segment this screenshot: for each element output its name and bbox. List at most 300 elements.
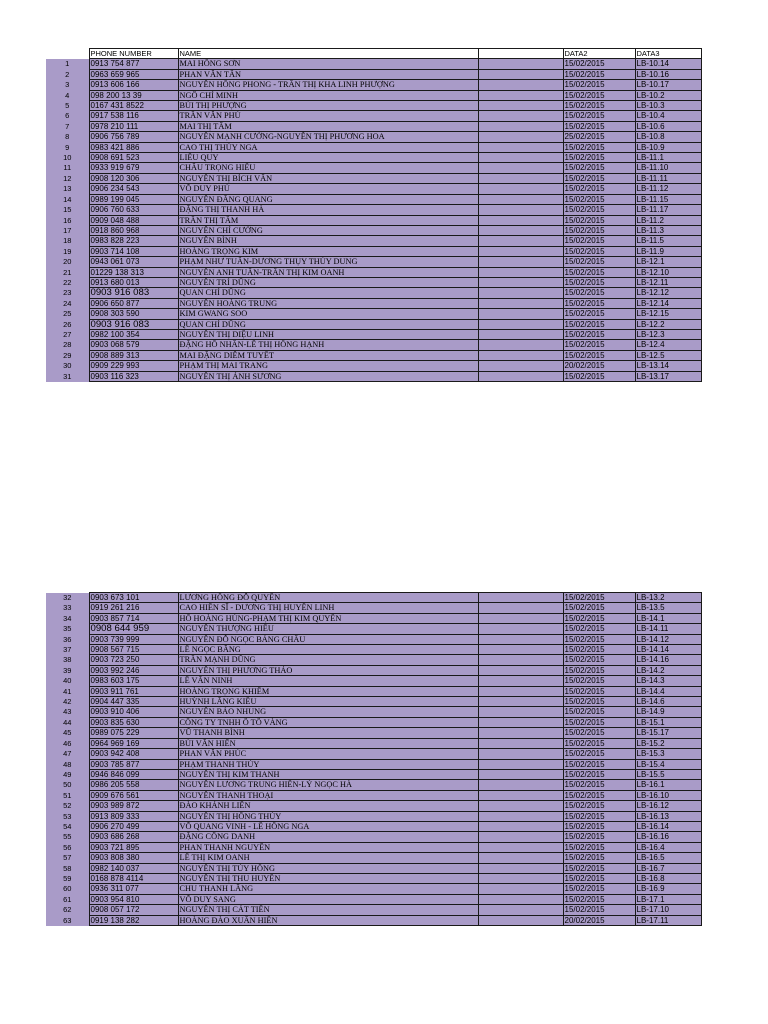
data3-cell: LB-10.2 [635,90,701,100]
table-row [46,101,701,111]
row-number: 4 [46,90,89,100]
row-number: 9 [46,142,89,152]
row-number: 15 [46,205,89,215]
table-row [46,288,701,298]
row-number: 14 [46,194,89,204]
phone-number-cell: 0913 809 333 [89,811,178,821]
blank-cell [478,905,563,915]
name-cell: PHAN VĂN PHÚC [178,749,478,759]
table-row [46,121,701,131]
header-name: NAME [178,49,478,59]
data3-cell: LB-14.6 [635,697,701,707]
phone-number-cell: 0906 234 543 [89,184,178,194]
table-row [46,884,701,894]
blank-cell [478,163,563,173]
table-row [46,645,701,655]
row-number: 1 [46,59,89,69]
phone-number-cell: 0908 567 715 [89,645,178,655]
phone-number-cell: 0903 116 323 [89,371,178,381]
data3-cell: LB-16.14 [635,821,701,831]
name-cell: LÊ NGỌC BẰNG [178,645,478,655]
name-cell: BÙI THỊ PHƯỢNG [178,101,478,111]
row-number: 2 [46,69,89,79]
data3-cell: LB-12.3 [635,329,701,339]
data2-cell: 15/02/2015 [563,90,635,100]
row-number: 48 [46,759,89,769]
phone-number-cell: 0983 421 886 [89,142,178,152]
blank-cell [478,329,563,339]
data3-cell: LB-15.5 [635,769,701,779]
data3-cell: LB-15.3 [635,749,701,759]
data3-cell: LB-16.12 [635,801,701,811]
data3-cell: LB-16.10 [635,790,701,800]
data3-cell: LB-15.2 [635,738,701,748]
phone-number-cell: 0909 676 561 [89,790,178,800]
table-row [46,350,701,360]
table-row [46,59,701,69]
table-row [46,215,701,225]
blank-cell [478,717,563,727]
data3-cell: LB-12.2 [635,319,701,329]
table-row [46,225,701,235]
row-number: 20 [46,257,89,267]
blank-cell [478,132,563,142]
row-number: 40 [46,676,89,686]
header-phone-number: PHONE NUMBER [89,49,178,59]
blank-cell [478,697,563,707]
data2-cell: 15/02/2015 [563,111,635,121]
name-cell: VÕ DUY PHÚ [178,184,478,194]
blank-cell [478,236,563,246]
row-number: 51 [46,790,89,800]
blank-cell [478,80,563,90]
name-cell: VŨ THANH BÌNH [178,728,478,738]
table-row [46,915,701,925]
data2-cell: 20/02/2015 [563,361,635,371]
table-row [46,790,701,800]
name-cell: CAO HIỀN SĨ - DƯƠNG THỊ HUYỀN LINH [178,603,478,613]
data3-cell: LB-14.4 [635,686,701,696]
table-row [46,329,701,339]
name-cell: VÕ DUY SANG [178,894,478,904]
data3-cell: LB-11.9 [635,246,701,256]
row-number: 37 [46,645,89,655]
table-row [46,759,701,769]
data2-cell: 15/02/2015 [563,215,635,225]
table-row [46,905,701,915]
name-cell: NGUYỄN THƯỢNG HIẾU [178,624,478,634]
row-number: 62 [46,905,89,915]
data2-cell: 15/02/2015 [563,697,635,707]
data2-cell: 15/02/2015 [563,686,635,696]
phone-number-cell: 0989 199 045 [89,194,178,204]
row-number: 63 [46,915,89,925]
data2-cell: 15/02/2015 [563,811,635,821]
data2-cell: 25/02/2015 [563,132,635,142]
row-number: 54 [46,821,89,831]
phone-number-cell: 0903 686 268 [89,832,178,842]
table-row [46,246,701,256]
phone-number-cell: 0903 068 579 [89,340,178,350]
row-number: 57 [46,853,89,863]
row-number: 16 [46,215,89,225]
phone-number-cell: 0913 606 166 [89,80,178,90]
data2-cell: 15/02/2015 [563,59,635,69]
name-cell: LƯƠNG HỒNG ĐỖ QUYÊN [178,593,478,603]
data3-cell: LB-14.2 [635,665,701,675]
blank-cell [478,69,563,79]
data2-cell: 15/02/2015 [563,842,635,852]
name-cell: TRẦN THỊ TÂM [178,215,478,225]
phone-number-cell: 0903 808 380 [89,853,178,863]
name-cell: ĐẶNG THỊ THANH HÀ [178,205,478,215]
phone-number-cell: 0909 048 488 [89,215,178,225]
name-cell: NGUYỄN THANH THOẠI [178,790,478,800]
row-number: 36 [46,634,89,644]
table-row [46,769,701,779]
row-number: 58 [46,863,89,873]
data3-cell: LB-15.4 [635,759,701,769]
phone-number-cell: 0903 721 895 [89,842,178,852]
data3-cell: LB-14.1 [635,613,701,623]
name-cell: NGUYỄN ĐĂNG QUANG [178,194,478,204]
row-number: 5 [46,101,89,111]
blank-cell [478,686,563,696]
data3-cell: LB-12.14 [635,298,701,308]
row-number: 52 [46,801,89,811]
name-cell: VÕ QUANG VINH - LÊ HỒNG NGA [178,821,478,831]
phone-number-cell: 0168 878 4114 [89,873,178,883]
row-number: 8 [46,132,89,142]
phone-number-cell: 0917 538 116 [89,111,178,121]
data3-cell: LB-17.11 [635,915,701,925]
phone-number-cell: 0906 650 877 [89,298,178,308]
name-cell: TRẦN MẠNH DŨNG [178,655,478,665]
name-cell: NGUYỄN THỊ THU HUYỀN [178,873,478,883]
name-cell: NGUYỄN ANH TUẤN-TRẦN THỊ KIM OANH [178,267,478,277]
blank-cell [478,593,563,603]
phone-number-cell: 0908 644 959 [89,624,178,634]
data2-cell: 15/02/2015 [563,884,635,894]
phone-number-cell: 0919 261 216 [89,603,178,613]
table-row [46,267,701,277]
phone-number-cell: 0903 723 250 [89,655,178,665]
blank-cell [478,267,563,277]
data2-cell: 15/02/2015 [563,894,635,904]
phone-number-cell: 0964 969 169 [89,738,178,748]
table-row [46,634,701,644]
row-number: 25 [46,309,89,319]
blank-cell [478,832,563,842]
blank-cell [478,915,563,925]
data3-cell: LB-12.10 [635,267,701,277]
phone-number-cell: 0903 785 877 [89,759,178,769]
name-cell: HOÀNG TRỌNG KHIÊM [178,686,478,696]
blank-cell [478,173,563,183]
data2-cell: 15/02/2015 [563,593,635,603]
phone-number-cell: 0903 942 408 [89,749,178,759]
phone-number-cell: 0906 760 633 [89,205,178,215]
table-row [46,676,701,686]
phone-number-cell: 01229 138 313 [89,267,178,277]
data2-cell: 15/02/2015 [563,759,635,769]
name-cell: LÊ VĂN NINH [178,676,478,686]
blank-cell [478,277,563,287]
table-row [46,697,701,707]
blank-cell [478,759,563,769]
data2-cell: 15/02/2015 [563,603,635,613]
blank-cell [478,184,563,194]
name-cell: NGUYỄN THỊ TÚY HỒNG [178,863,478,873]
name-cell: CHU THANH LÃNG [178,884,478,894]
data2-cell: 15/02/2015 [563,236,635,246]
data3-cell: LB-12.15 [635,309,701,319]
data2-cell: 15/02/2015 [563,624,635,634]
data2-cell: 15/02/2015 [563,655,635,665]
data2-cell: 15/02/2015 [563,873,635,883]
phone-number-cell: 0903 916 083 [89,319,178,329]
data2-cell: 15/02/2015 [563,717,635,727]
name-cell: PHẠM NHƯ TUẤN-DƯƠNG THỤY THÙY DUNG [178,257,478,267]
row-number: 34 [46,613,89,623]
data2-cell: 15/02/2015 [563,153,635,163]
table-row [46,863,701,873]
data2-cell: 15/02/2015 [563,194,635,204]
phone-number-cell: 0946 846 099 [89,769,178,779]
data3-cell: LB-11.5 [635,236,701,246]
blank-cell [478,821,563,831]
name-cell: ĐẶNG CÔNG DANH [178,832,478,842]
data2-cell: 15/02/2015 [563,749,635,759]
table-row [46,593,701,603]
name-cell: HOÀNG ĐÀO XUÂN HIỀN [178,915,478,925]
data2-cell: 15/02/2015 [563,277,635,287]
data3-cell: LB-17.1 [635,894,701,904]
table-row [46,298,701,308]
table-row [46,749,701,759]
table-row [46,69,701,79]
data3-cell: LB-13.14 [635,361,701,371]
name-cell: QUAN CHÍ DŨNG [178,319,478,329]
row-number: 19 [46,246,89,256]
blank-cell [478,884,563,894]
blank-cell [478,205,563,215]
phone-number-cell: 0906 756 789 [89,132,178,142]
row-index-header [46,49,89,59]
row-number: 24 [46,298,89,308]
table-row [46,873,701,883]
blank-cell [478,153,563,163]
data2-cell: 15/02/2015 [563,769,635,779]
data3-cell: LB-15.1 [635,717,701,727]
data3-cell: LB-14.3 [635,676,701,686]
data3-cell: LB-11.17 [635,205,701,215]
blank-cell [478,361,563,371]
blank-cell [478,842,563,852]
data2-cell: 20/02/2015 [563,915,635,925]
blank-cell [478,749,563,759]
blank-cell [478,121,563,131]
name-cell: NGUYỄN THỊ KIM THANH [178,769,478,779]
table-row [46,205,701,215]
name-cell: ĐẶNG HỒ NHÂN-LÊ THỊ HỒNG HẠNH [178,340,478,350]
phone-number-cell: 0903 916 083 [89,288,178,298]
data3-cell: LB-14.12 [635,634,701,644]
data3-cell: LB-16.13 [635,811,701,821]
data2-cell: 15/02/2015 [563,267,635,277]
data2-cell: 15/02/2015 [563,340,635,350]
blank-cell [478,319,563,329]
phone-number-cell: 0903 989 872 [89,801,178,811]
blank-cell [478,298,563,308]
phone-number-cell: 0903 739 999 [89,634,178,644]
table-row [46,319,701,329]
data3-cell: LB-10.8 [635,132,701,142]
phone-number-cell: 0913 680 013 [89,277,178,287]
row-number: 27 [46,329,89,339]
row-number: 7 [46,121,89,131]
blank-cell [478,215,563,225]
name-cell: PHAN THANH NGUYÊN [178,842,478,852]
phone-number-cell: 0906 270 499 [89,821,178,831]
table-row [46,894,701,904]
name-cell: NGUYỄN HOÀNG TRUNG [178,298,478,308]
name-cell: NGUYỄN THỊ BÍCH VÂN [178,173,478,183]
data3-cell: LB-14.14 [635,645,701,655]
data2-cell: 15/02/2015 [563,634,635,644]
phone-number-cell: 098 200 13 39 [89,90,178,100]
blank-cell [478,90,563,100]
phone-number-cell: 0983 828 223 [89,236,178,246]
data2-cell: 15/02/2015 [563,225,635,235]
phone-number-cell: 0904 447 335 [89,697,178,707]
data3-cell: LB-16.16 [635,832,701,842]
blank-cell [478,350,563,360]
phone-number-cell: 0943 061 073 [89,257,178,267]
table-row [46,80,701,90]
row-number: 59 [46,873,89,883]
phone-number-cell: 0919 138 282 [89,915,178,925]
blank-cell [478,603,563,613]
data2-cell: 15/02/2015 [563,309,635,319]
data2-cell: 15/02/2015 [563,80,635,90]
row-number: 6 [46,111,89,121]
table-row [46,132,701,142]
name-cell: NGUYỄN THỊ ÁNH SƯƠNG [178,371,478,381]
phone-number-cell: 0908 889 313 [89,350,178,360]
row-number: 18 [46,236,89,246]
table-row [46,257,701,267]
blank-cell [478,645,563,655]
phone-number-cell: 0909 229 993 [89,361,178,371]
phone-number-cell: 0167 431 8522 [89,101,178,111]
table-row [46,371,701,381]
row-number: 33 [46,603,89,613]
blank-cell [478,257,563,267]
name-cell: HUỲNH LĂNG KIỀU [178,697,478,707]
data2-cell: 15/02/2015 [563,728,635,738]
data2-cell: 15/02/2015 [563,173,635,183]
table-row [46,842,701,852]
data3-cell: LB-11.12 [635,184,701,194]
blank-cell [478,728,563,738]
name-cell: HỒ HOÀNG HÙNG-PHẠM THỊ KIM QUYÊN [178,613,478,623]
phone-number-cell: 0908 120 306 [89,173,178,183]
data2-cell: 15/02/2015 [563,371,635,381]
name-cell: CAO THỊ THÚY NGA [178,142,478,152]
phone-number-cell: 0933 919 679 [89,163,178,173]
data3-cell: LB-16.9 [635,884,701,894]
data2-cell: 15/02/2015 [563,298,635,308]
table-row [46,111,701,121]
row-number: 11 [46,163,89,173]
table-row [46,655,701,665]
name-cell: NGUYỄN THỊ HỒNG THÚY [178,811,478,821]
data2-cell: 15/02/2015 [563,645,635,655]
phone-number-cell: 0903 857 714 [89,613,178,623]
blank-cell [478,790,563,800]
name-cell: NGUYỄN BẢO NHUNG [178,707,478,717]
table-row [46,173,701,183]
data2-cell: 15/02/2015 [563,780,635,790]
row-number: 35 [46,624,89,634]
data2-cell: 15/02/2015 [563,790,635,800]
data3-cell: LB-10.16 [635,69,701,79]
phone-number-cell: 0913 754 877 [89,59,178,69]
table-row [46,780,701,790]
table-row [46,277,701,287]
name-cell: MAI HỒNG SƠN [178,59,478,69]
data3-cell: LB-12.12 [635,288,701,298]
name-cell: ĐÀO KHÁNH LIÊN [178,801,478,811]
data3-cell: LB-14.9 [635,707,701,717]
table-row [46,811,701,821]
row-number: 49 [46,769,89,779]
table-row [46,163,701,173]
data3-cell: LB-10.14 [635,59,701,69]
phone-number-cell: 0903 835 630 [89,717,178,727]
phone-number-cell: 0982 100 354 [89,329,178,339]
data3-cell: LB-14.11 [635,624,701,634]
data2-cell: 15/02/2015 [563,613,635,623]
row-number: 56 [46,842,89,852]
table-row [46,153,701,163]
data3-cell: LB-12.5 [635,350,701,360]
row-number: 38 [46,655,89,665]
row-number: 31 [46,371,89,381]
data3-cell: LB-10.3 [635,101,701,111]
data2-cell: 15/02/2015 [563,121,635,131]
table-row [46,717,701,727]
blank-cell [478,142,563,152]
table-row [46,194,701,204]
data3-cell: LB-16.1 [635,780,701,790]
data2-cell: 15/02/2015 [563,101,635,111]
row-number: 47 [46,749,89,759]
table-row [46,707,701,717]
blank-cell [478,873,563,883]
name-cell: NGUYỄN ĐỖ NGỌC BẢNG CHÂU [178,634,478,644]
data3-cell: LB-17.10 [635,905,701,915]
row-number: 39 [46,665,89,675]
data3-cell: LB-10.9 [635,142,701,152]
header-blank [478,49,563,59]
blank-cell [478,676,563,686]
data2-cell: 15/02/2015 [563,863,635,873]
blank-cell [478,371,563,381]
row-number: 30 [46,361,89,371]
name-cell: KIM GWANG SOO [178,309,478,319]
